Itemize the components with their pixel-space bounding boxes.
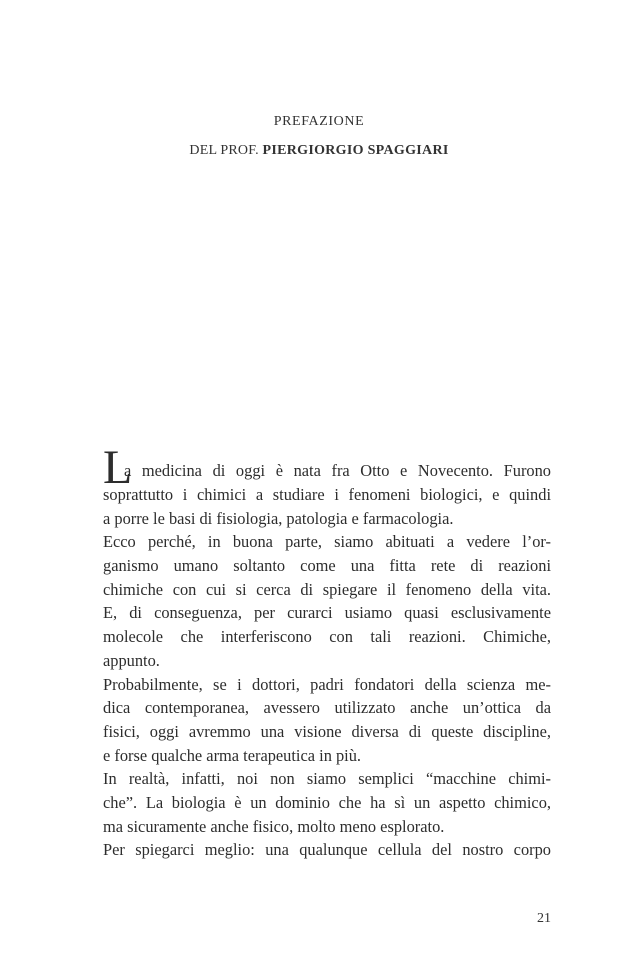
subheading-prefix: DEL PROF.	[189, 143, 263, 158]
page-number: 21	[537, 911, 551, 926]
text-line: Ecco perché, in buona parte, siamo abituati a vedere l’or-	[103, 532, 551, 552]
text-line: In realtà, infatti, noi non siamo semplici “macchine chimi-	[103, 769, 551, 789]
text-line: chimiche con cui si cerca di spiegare il fenomeno della vita.	[103, 579, 551, 599]
author-name: PIERGIORGIO SPAGGIARI	[262, 143, 449, 158]
text-line: Per spiegarci meglio: una qualunque cellula del nostro corpo	[103, 840, 551, 860]
text-line: appunto.	[103, 650, 160, 670]
text-line: Probabilmente, se i dottori, padri fondatori della scienza me-	[103, 674, 551, 694]
drop-cap: L	[103, 441, 133, 494]
text-line: fisici, oggi avremmo una visione diversa di queste discipline,	[103, 721, 551, 741]
text-line: ganismo umano soltanto come una fitta rete di reazioni	[103, 556, 551, 576]
text-line: e forse qualche arma terapeutica in più.	[103, 745, 362, 765]
text-line: dica contemporanea, avessero utilizzato anche un’ottica da	[103, 698, 551, 718]
text-line: a porre le basi di fisiologia, patologia e farmacologia.	[103, 508, 454, 528]
text-line: ma sicuramente anche fisico, molto meno esplorato.	[103, 816, 445, 836]
text-line: che”. La biologia è un dominio che ha sì un aspetto chimico,	[103, 792, 551, 812]
subheading-line	[0, 143, 638, 159]
body-text	[103, 483, 551, 862]
text-line: soprattutto i chimici a studiare i fenomeni biologici, e quindi	[103, 485, 551, 504]
heading-title: PREFAZIONE	[273, 114, 365, 129]
text-line: molecole che interferiscono con tali reazioni. Chimiche,	[103, 627, 551, 647]
first-text-line: a medicina di oggi è nata fra Otto e Novecento. Furono	[124, 461, 551, 480]
text-line: E, di conseguenza, per curarci usiamo quasi esclusivamente	[103, 603, 551, 623]
